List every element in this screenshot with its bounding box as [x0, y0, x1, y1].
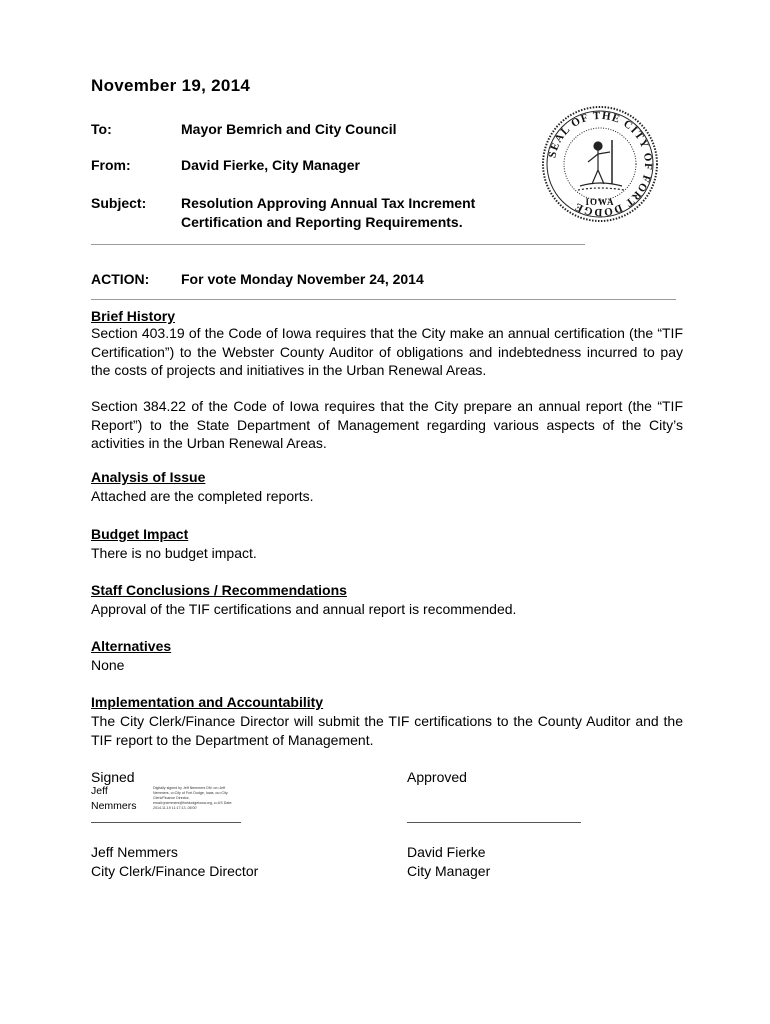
budget-text: There is no budget impact. [91, 545, 257, 561]
header-divider [91, 244, 585, 245]
budget-heading: Budget Impact [91, 526, 189, 542]
digital-signature-name: Jeff Nemmers [91, 785, 137, 812]
subject-line-2: Certification and Reporting Requirements. [181, 214, 463, 230]
digital-signature-block [91, 784, 241, 824]
svg-text:IOWA: IOWA [585, 197, 615, 207]
staff-recommendations-heading: Staff Conclusions / Recommendations [91, 582, 347, 598]
implementation-heading: Implementation and Accountability [91, 694, 324, 710]
subject-label: Subject: [91, 195, 147, 211]
right-signer [407, 843, 490, 881]
from-label: From: [91, 157, 131, 173]
left-signer-name: Jeff Nemmers [91, 844, 178, 860]
alternatives-text: None [91, 657, 125, 673]
signature-line-left [91, 822, 241, 823]
brief-history-paragraph-2: Section 384.22 of the Code of Iowa requires that the City prepare an annual report (the “TIF Report”) to the State Department of Management regarding various aspects of the City’s activities in the Urban Renewal Areas. [91, 398, 683, 451]
action-divider [91, 299, 676, 300]
brief-history-paragraph-1: Section 403.19 of the Code of Iowa requires that the City make an annual certification (the “TIF Certification”) to the Webster County Auditor of obligations and indebtedness incurred to pay the costs of projects and initiatives in the Urban Renewal Areas. [91, 325, 683, 378]
analysis-text: Attached are the completed reports. [91, 488, 314, 504]
alternatives-heading: Alternatives [91, 638, 172, 654]
svg-text:SEAL OF THE CITY OF FORT DODGE: SEAL OF THE CITY OF FORT DODGE [546, 109, 655, 219]
to-value: Mayor Bemrich and City Council [181, 121, 397, 137]
subject-value [181, 194, 475, 232]
subject-line-1: Resolution Approving Annual Tax Increment [181, 195, 476, 211]
signature-line-right [407, 822, 581, 823]
brief-history-heading: Brief History [91, 308, 176, 324]
digital-signature-details: Digitally signed by Jeff Nemmers DN: cn=Jeff Nemmers, o=City of Fort Dodge, Iowa, ou=City Clerk/Finance Director, email=jnemmers@fortdodgeiowa.org, c=US Date: 2014.11.19 11:17:13 -06'00' [153, 786, 233, 810]
from-value: David Fierke, City Manager [181, 157, 360, 173]
to-label: To: [91, 121, 112, 137]
implementation-text: The City Clerk/Finance Director will submit the TIF certifications to the County Auditor and the TIF report to the Department of Management. [91, 713, 683, 748]
right-signer-name: David Fierke [407, 844, 486, 860]
memo-date: November 19, 2014 [91, 76, 251, 95]
analysis-heading: Analysis of Issue [91, 469, 206, 485]
signed-label: Signed [91, 769, 135, 785]
approved-label: Approved [407, 769, 467, 785]
right-signer-title: City Manager [407, 863, 491, 879]
action-label: ACTION: [91, 271, 150, 287]
action-value: For vote Monday November 24, 2014 [181, 271, 424, 287]
left-signer-title: City Clerk/Finance Director [91, 863, 259, 879]
city-seal-image [540, 104, 660, 224]
staff-recommendations-text: Approval of the TIF certifications and annual report is recommended. [91, 601, 517, 617]
left-signer [91, 843, 258, 881]
